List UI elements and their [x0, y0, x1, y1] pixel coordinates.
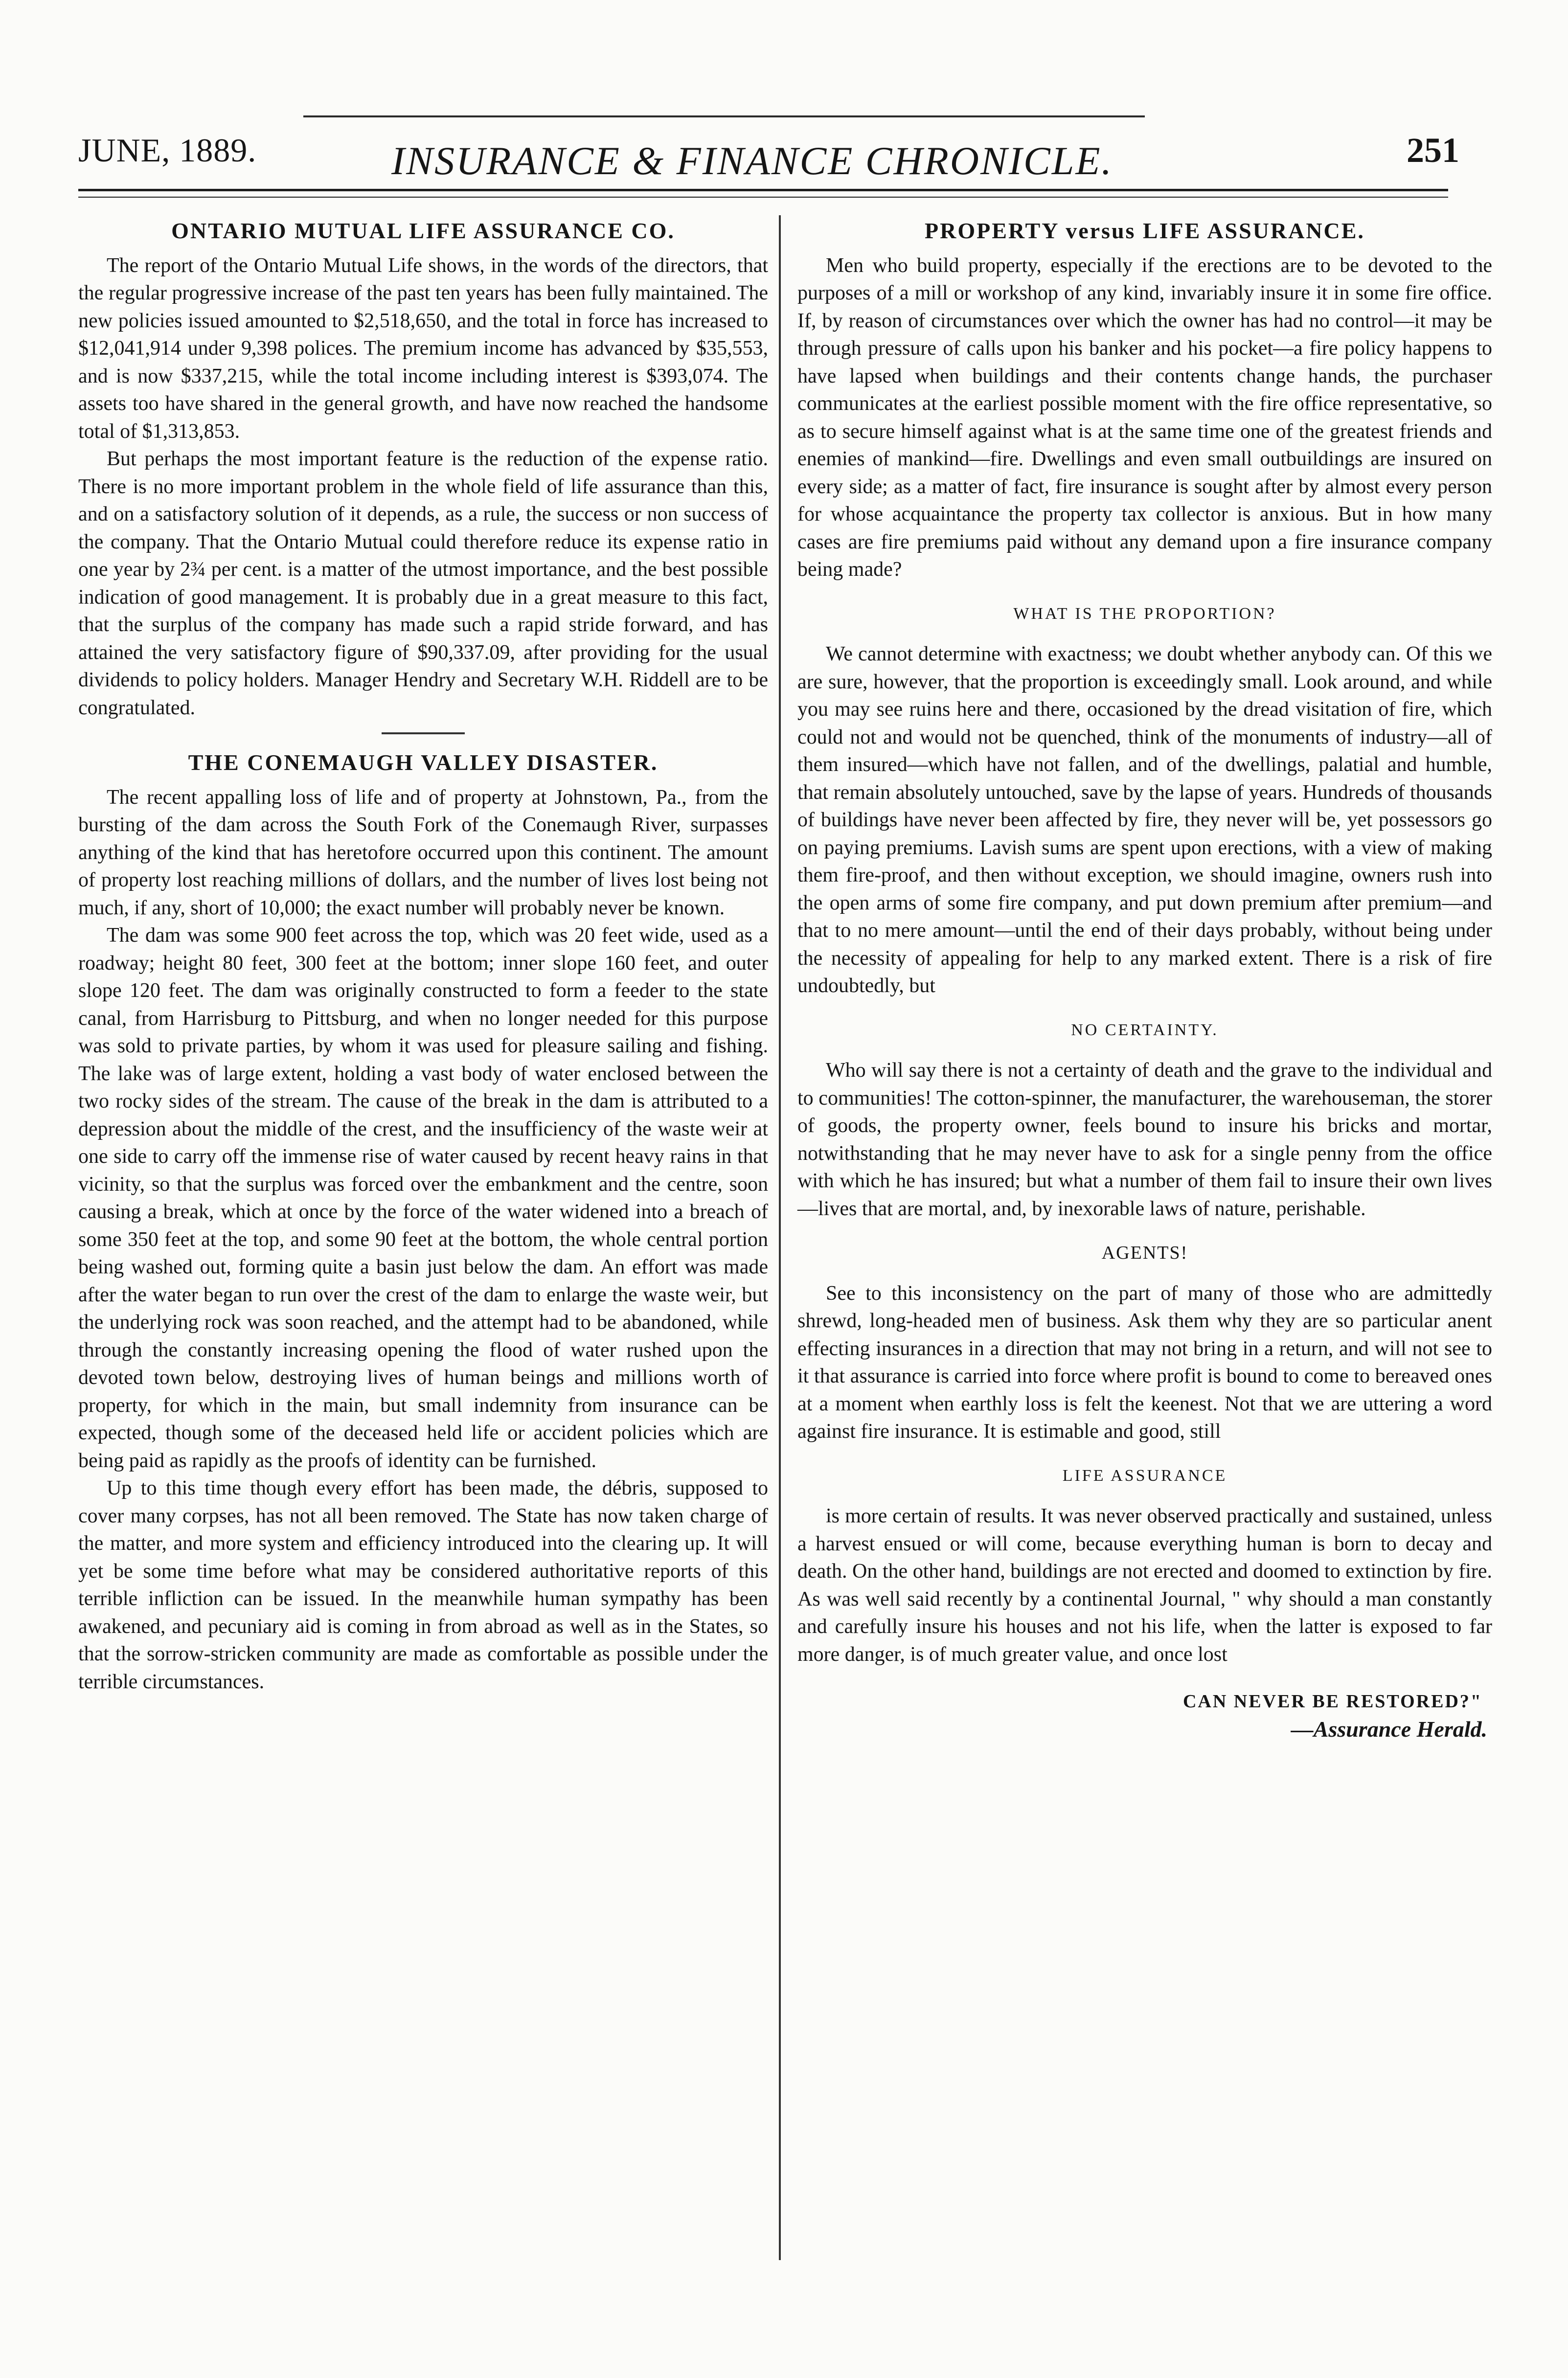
right-column: [797, 215, 1492, 1743]
agents-subhead: AGENTS!: [1101, 1243, 1188, 1263]
proportion-paragraph: We cannot determine with exactness; we doubt whether anybody can. Of this we are sure, however, that the proportion is exceedingly small. Look around, and while you may see ruins here and there, occasioned by the dread visitation of fire, which could not and would not be quenched, think of the monuments of industry—all of them insured—which have not fallen, and of the dwellings, palatial and humble, that remain absolutely untouched, save by the lapse of years. Hundreds of thousands of buildings have never been affected by fire, they never will be, yet possessors go on paying premiums. Lavish sums are spent upon erections, with a view of making them fire-proof, and then without exception, we should imagine, owners rush into the open arms of some fire company, and put down premium after premium—and that to no mere amount—until the end of their days probably, without being under the necessity of appealing for help to any marked extent. There is a risk of fire undoubtedly, but: [797, 643, 1492, 997]
conemaugh-paragraph-3: Up to this time though every effort has been made, the débris, supposed to cover many corpses, has not all been removed. The State has now taken charge of the matter, and more system and efficiency introduced into the clearing up. It will yet be some time before what may be considered authoritative reports of this terrible infliction can be issued. In the meanwhile human sympathy has been awakened, and pecuniary aid is coming in from abroad as well as in the States, so that the sorrow-stricken community are made as comfortable as possible under the terrible circumstances.: [78, 1477, 768, 1693]
running-date: JUNE, 1889.: [78, 132, 257, 169]
life-assurance-paragraph: is more certain of results. It was never observed practically and sustained, unless a harvest ensued or will come, because everything human is born to decay and death. On the other hand, buildings are not erected and doomed to extinction by fire. As was well said recently by a continental Journal, " why should a man constantly and carefully insure his houses and not his life, when the latter is exposed to far more danger, is of much greater value, and once lost: [797, 1505, 1492, 1666]
header-rule: [78, 189, 1448, 191]
ontario-paragraph-2: But perhaps the most important feature is the reduction of the expense ratio. There is no more important problem in the whole field of life assurance than this, and on a satisfactory solution of it depends, as a rule, the success or non success of the company. That the Ontario Mutual could therefore reduce its expense ratio in one year by 2¾ per cent. is a matter of the utmost importance, and the best possible indication of good management. It is probably due in a great measure to this fact, that the surplus of the company has made such a rapid stride forward, and has attained the very satisfactory figure of $90,337.09, after providing for the usual dividends to policy holders. Manager Hendry and Secretary W.H. Riddell are to be congratulated.: [78, 448, 768, 719]
conemaugh-heading: THE CONEMAUGH VALLEY DISASTER.: [188, 750, 659, 775]
conemaugh-paragraph-1: The recent appalling loss of life and of property at Johnstown, Pa., from the bursting of the dam across the South Fork of the Conemaugh River, surpasses anything of the kind that has heretofore occurred upon this continent. The amount of property lost reaching millions of dollars, and the number of lives lost being not much, if any, short of 10,000; the exact number will probably never be known.: [78, 786, 768, 919]
property-life-heading: PROPERTY versus LIFE ASSURANCE.: [925, 218, 1365, 243]
source-credit: —Assurance Herald.: [1291, 1716, 1487, 1742]
left-column: [78, 215, 768, 1696]
life-assurance-subhead: LIFE ASSURANCE: [1062, 1466, 1227, 1485]
top-rule: [303, 115, 1145, 117]
property-intro-paragraph: Men who build property, especially if the erections are to be devoted to the purposes of a mill or workshop of any kind, invariably insure it in some fire office. If, by reason of circumstances over which the owner has had no control—it may be through pressure of calls upon his banker and his pocket—a fire policy happens to have lapsed when buildings and their contents change hands, the purchaser communicates at the earliest possible moment with the fire office representative, so as to secure himself against what is at the same time one of the greatest friends and enemies of mankind—fire. Dwellings and even small outbuildings are insured on every side; as a matter of fact, fire insurance is sought after by almost every person for whose acquaintance the property tax collector is anxious. But in how many cases are fire premiums paid without any demand upon a fire insurance company being made?: [797, 254, 1492, 581]
header-rule-thin: [78, 197, 1448, 198]
page-number: 251: [1407, 131, 1459, 170]
conemaugh-paragraph-2: The dam was some 900 feet across the top, which was 20 feet wide, used as a roadway; height 80 feet, 300 feet at the bottom; inner slope 160 feet, and outer slope 120 feet. The dam was originally constructed to form a feeder to the state canal, from Harrisburg to Pittsburg, and when no longer needed for this purpose was sold to private parties, by whom it was used for pleasure sailing and fishing. The lake was of large extent, holding a vast body of water enclosed between the two rocky sides of the stream. The cause of the break in the dam is attributed to a depression about the middle of the crest, and the insufficiency of the waste weir at one side to carry off the immense rise of water caused by recent heavy rains in that vicinity, so that the surplus was forced over the embankment and the centre, soon causing a break, which at once by the force of the water widened into a breach of some 350 feet at the top, and some 90 feet at the bottom, the whole central portion being washed out, forming quite a basin just below the dam. An effort was made after the water began to run over the crest of the dam to enlarge the waste weir, but the underlying rock was soon reached, and the attempt had to be abandoned, while through the constantly increasing opening the flood of water rushed upon the devoted town below, destroying lives of human beings and millions worth of property, for which in the main, but small indemnity from insurance can be expected, though some of the deceased held life or accident policies which are being paid as rapidly as the proofs of identity can be furnished.: [78, 924, 768, 1472]
certainty-subhead: NO CERTAINTY.: [1071, 1020, 1219, 1039]
column-divider: [779, 215, 781, 2260]
proportion-subhead: WHAT IS THE PROPORTION?: [1013, 604, 1276, 623]
ontario-paragraph-1: The report of the Ontario Mutual Life shows, in the words of the directors, that the regular progressive increase of the past ten years has been fully maintained. The new policies issued amounted to $2,518,650, and the total in force has increased to $12,041,914 under 9,398 polices. The premium income has advanced by $35,553, and is now $337,215, while the total income including interest is $393,074. The assets too have shared in the general growth, and have now reached the handsome total of $1,313,853.: [78, 254, 768, 443]
article-separator: [382, 732, 465, 734]
closing-line: CAN NEVER BE RESTORED?": [1182, 1691, 1482, 1712]
agents-paragraph: See to this inconsistency on the part of many of those who are admittedly shrewd, long-headed men of business. Ask them why they are so particular anent effecting insurances in a direction that may not bring in a return, and will not see to it that assurance is carried into force where profit is bound to come to bereaved ones at a moment when earthly loss is felt the keenest. Not that we are uttering a word against fire insurance. It is estimable and good, still: [797, 1282, 1492, 1443]
running-title: INSURANCE & FINANCE CHRONICLE.: [391, 138, 1113, 183]
ontario-mutual-heading: ONTARIO MUTUAL LIFE ASSURANCE CO.: [171, 218, 675, 243]
certainty-paragraph: Who will say there is not a certainty of death and the grave to the individual and to communities! The cotton-spinner, the manufacturer, the warehouseman, the storer of goods, the property owner, feels bound to insure his bricks and mortar, notwithstanding that he may never have to ask for a single penny from the office with which he has insured; but what a number of them fail to insure their own lives—lives that are mortal, and, by inexorable laws of nature, perishable.: [797, 1059, 1492, 1220]
